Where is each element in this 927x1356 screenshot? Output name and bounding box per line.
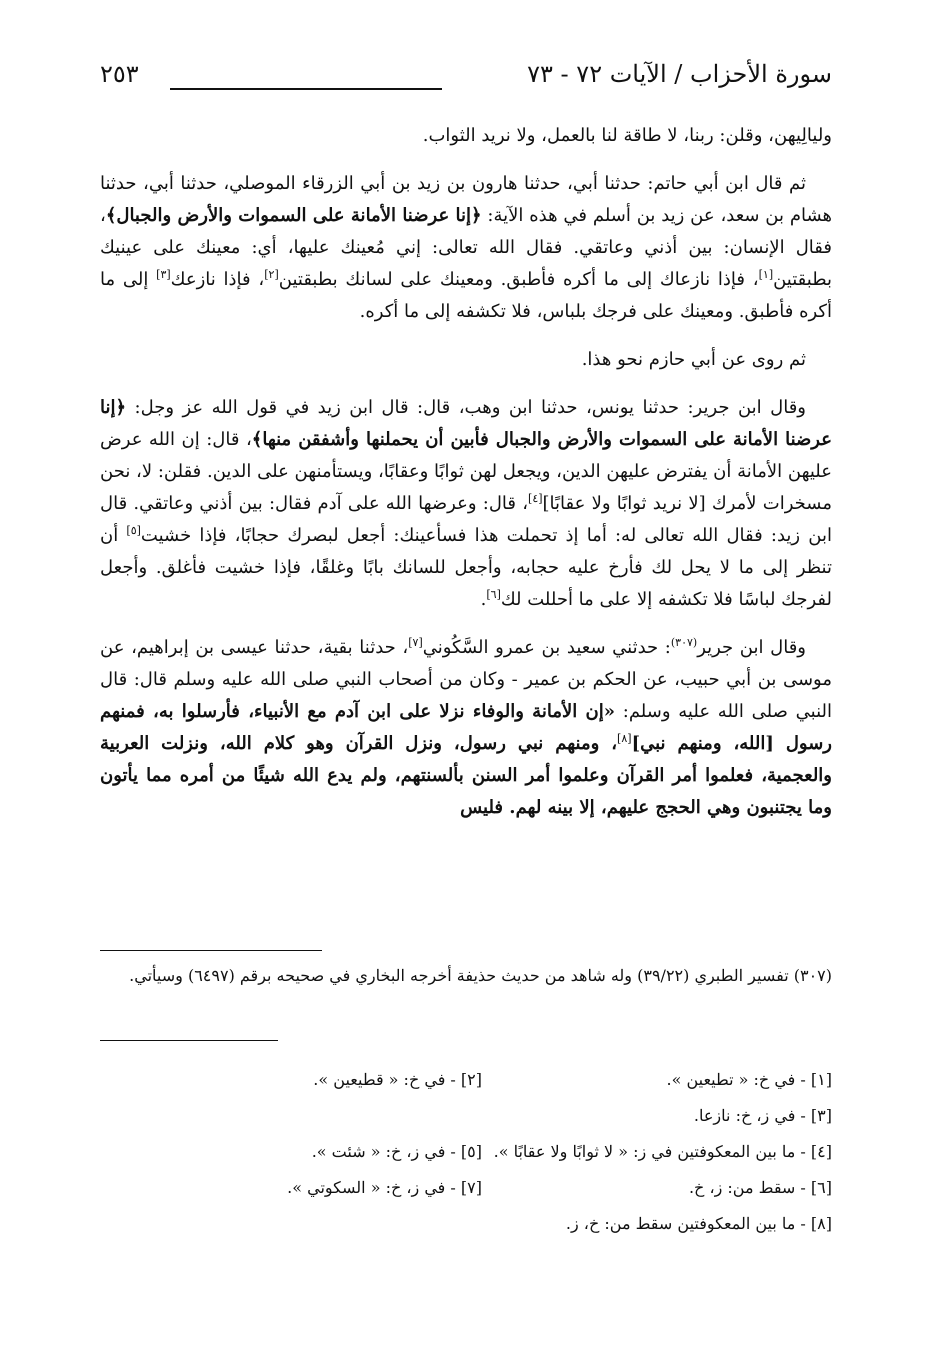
- note-row: [100, 1062, 832, 1098]
- note-row: [100, 1206, 832, 1242]
- quran-verse: ﴿إنا عرضنا الأمانة على السموات والأرض والجبال فأبين أن يحملنها وأشفقن منها﴾: [100, 397, 832, 450]
- note-row: [100, 1098, 832, 1134]
- note-ref-3: [٣]: [156, 268, 171, 281]
- note-4: [٤] - ما بين المعكوفتين في ز: « لا ثوابًا ولا عقابًا ».: [493, 1142, 832, 1161]
- note-ref-1: [١]: [758, 268, 774, 281]
- note-row: [100, 1170, 832, 1206]
- note-2: [٢] - في خ: « قطيعين ».: [313, 1070, 482, 1089]
- note-1: [١] - في خ: « تطيعين ».: [666, 1070, 832, 1089]
- footnote-separator: [100, 950, 322, 951]
- paragraph-5: وقال ابن جرير$^{(٣٠٧)}$: حدثني سعيد بن عمرو السَّكُوني[٧]، حدثنا بقية، حدثنا عيسى بن إبراهيم، عن موسى بن أبي حبيب، عن الحكم بن عمير - وكان من أصحاب النبي صلى الله عليه وسلم قال: قال النبي صلى الله عليه وسلم: «إن الأمانة والوفاء نزلا على ابن آدم مع الأنبياء، فأرسلوا به، فمنهم رسول [الله، ومنهم نبي][٨]، ومنهم نبي رسول، ونزل القرآن وهو كلام الله، ونزلت العربية والعجمية، فعلموا أمر القرآن وعلموا أمر السنن بألسنتهم، ولم يدع الله شيئًا من أمره مما يأتون وما يجتنبون وهي الحجج عليهم، إلا بينه لهم. فليس: [100, 636, 832, 818]
- note-5: [٥] - في ز، خ: « شئت ».: [311, 1142, 482, 1161]
- surah-title: سورة الأحزاب / الآيات ٧٢ - ٧٣: [527, 60, 832, 88]
- page-number: ٢٥٣: [100, 60, 139, 88]
- notes-separator: [100, 1040, 278, 1041]
- page-header: [100, 60, 832, 100]
- note-6: [٦] - سقط من: ز، خ.: [688, 1178, 832, 1197]
- hadith-text: «إن الأمانة والوفاء نزلا على ابن آدم مع الأنبياء، فأرسلوا به، فمنهم رسول [الله، ومنهم نبي]: [100, 701, 832, 754]
- footnote-307: (٣٠٧) تفسير الطبري (٣٩/٢٢) وله شاهد من حديث حذيفة أخرجه البخاري في صحيحه برقم (٦٤٩٧) وسيأتي.: [129, 966, 832, 985]
- note-ref-7: [٧]: [408, 636, 423, 649]
- note-7: [٧] - في ز، خ: « السكوتي ».: [287, 1178, 482, 1197]
- note-8: [٨] - ما بين المعكوفتين سقط من: خ، ز.: [565, 1214, 832, 1233]
- paragraph-1: وليالِيهن، وقلن: ربنا، لا طاقة لنا بالعمل، ولا نريد الثواب.: [422, 125, 832, 146]
- note-ref-2: [٢]: [264, 268, 279, 281]
- hadith-text-cont: ، ومنهم نبي رسول، ونزل القرآن وهو كلام الله، ونزلت العربية والعجمية، فعلموا أمر القرآن وعلموا أمر السنن بألسنتهم، ولم يدع الله شيئًا من أمره مما يأتون وما يجتنبون وهي الحجج عليهم، إلا بينه لهم. فليس: [100, 733, 832, 818]
- paragraph-3: ثم روى عن أبي حازم نحو هذا.: [581, 349, 806, 370]
- manuscript-notes: [100, 1062, 832, 1242]
- note-row: [100, 1134, 832, 1170]
- main-text: [100, 120, 832, 840]
- note-3: [٣] - في ز، خ: نازعا.: [693, 1106, 832, 1125]
- paragraph-2: ثم قال ابن أبي حاتم: حدثنا أبي، حدثنا هارون بن زيد بن أبي الزرقاء الموصلي، حدثنا أبي، حدثنا هشام بن سعد، عن زيد بن أسلم في هذه الآية: ﴿إنا عرضنا الأمانة على السموات والأرض والجبال﴾، فقال الإنسان: بين أذني وعاتقي. فقال الله تعالى: إني مُعينك عليها، أي: معينك على عينيك بطبقتين[١]، فإذا نازعاك إلى ما أكره فأطبق. ومعينك على لسانك بطبقتين[٢]، فإذا نازعك[٣] إلى ما أكره فأطبق. ومعينك على فرجك بلباس، فلا تكشفه إلى ما أكره.: [100, 173, 832, 322]
- footnote-ref-307: (٣٠٧): [670, 636, 698, 649]
- note-ref-4: [٤]: [528, 492, 543, 505]
- note-ref-5: [٥]: [126, 524, 141, 537]
- note-ref-6: [٦]: [486, 588, 501, 601]
- paragraph-4: وقال ابن جرير: حدثنا يونس، حدثنا ابن وهب، قال: قال ابن زيد في قول الله عز وجل: ﴿إنا عرضنا الأمانة على السموات والأرض والجبال فأبين أن يحملنها وأشفقن منها﴾، قال: إن الله عرض عليهن الأمانة أن يفترض عليهن الدين، ويجعل لهن ثوابًا وعقابًا، ويستأمنهن على الدين. فقلن: لا، نحن مسخرات لأمرك [لا نريد ثوابًا ولا عقابًا][٤]، قال: وعرضها الله على آدم فقال: بين أذني وعاتقي. قال ابن زيد: فقال الله تعالى له: أما إذ تحملت هذا فسأعينك: أجعل لبصرك حجابًا، فإذا خشيت[٥] أن تنظر إلى ما لا يحل لك فأرخ عليه حجابه، وأجعل للسانك بابًا وغلقًا، فإذا خشيت فأغلق. وأجعل لفرجك لباسًا فلا تكشفه إلا على ما أحللت لك[٦].: [100, 397, 832, 610]
- note-ref-8: [٨]: [617, 732, 632, 745]
- quran-verse: ﴿إنا عرضنا الأمانة على السموات والأرض والجبال﴾: [105, 205, 482, 226]
- header-rule: [170, 88, 442, 90]
